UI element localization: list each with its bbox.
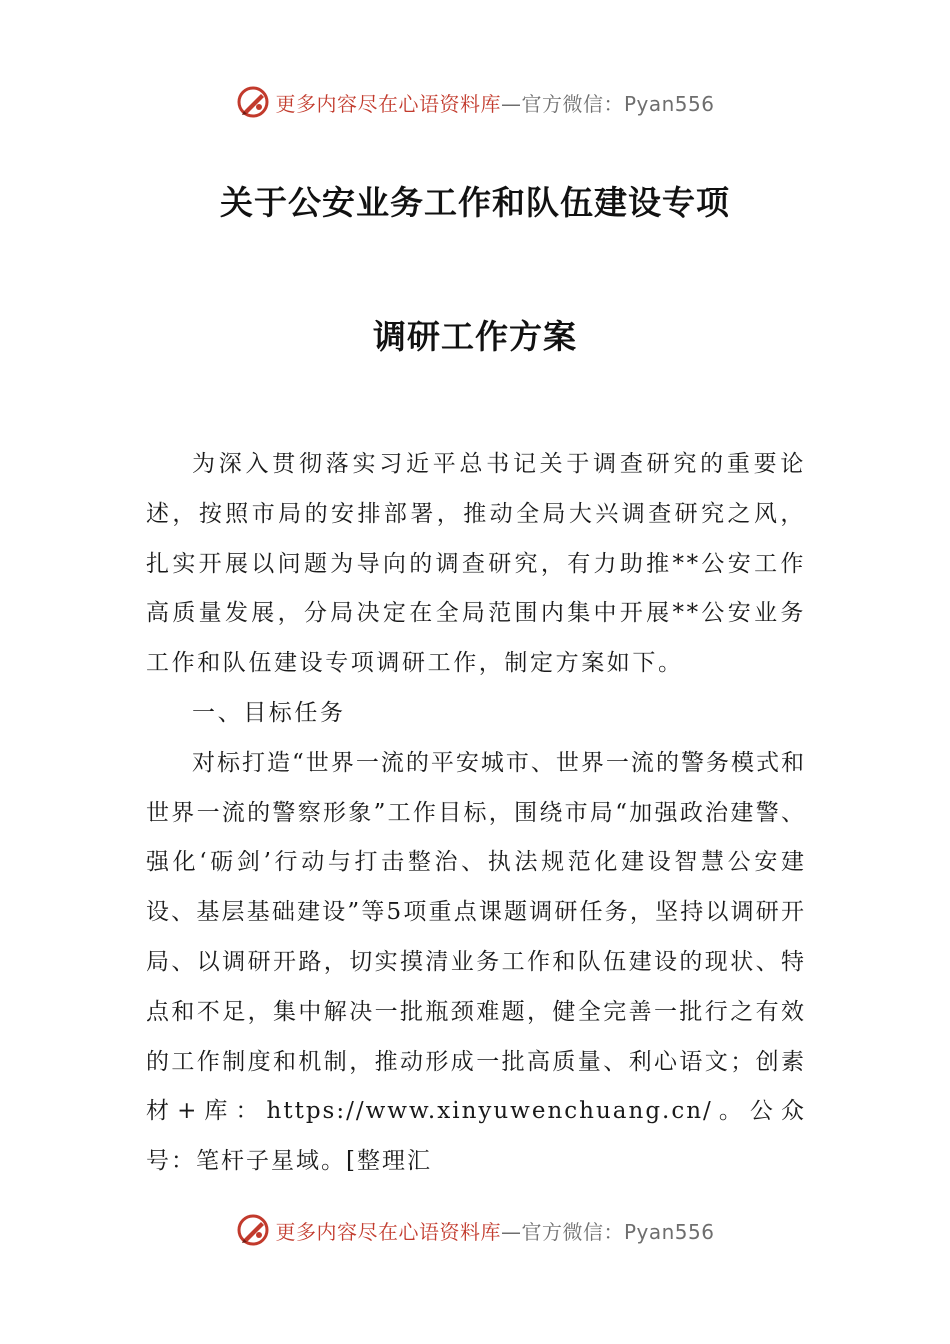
- document-title-line1: 关于公安业务工作和队伍建设专项: [220, 183, 730, 222]
- watermark-sub: —官方微信：Pyan556: [500, 1219, 715, 1244]
- document-body: [146, 440, 806, 1187]
- section-heading-goals: 一、目标任务: [192, 699, 346, 726]
- watermark-text: [275, 1216, 714, 1245]
- watermark-main: 更多内容尽在心语资料库: [275, 1219, 501, 1244]
- watermark-main: 更多内容尽在心语资料库: [275, 91, 501, 116]
- watermark-sub: —官方微信：Pyan556: [500, 91, 715, 116]
- footer-watermark: [0, 1210, 950, 1250]
- body-paragraph-goals: 对标打造“世界一流的平安城市、世界一流的警务模式和世界一流的警察形象”工作目标，围绕市局“加强政治建警、强化‘砺剑’行动与打击整治、执法规范化建设智慧公安建设、基层基础建设”等5项重点课题调研任务，坚持以调研开局、以调研开路，切实摸清业务工作和队伍建设的现状、特点和不足，集中解决一批瓶颈难题，健全完善一批行之有效的工作制度和机制，推动形成一批高质量、利心语文；创素材+库：https://www.xinyuwenchuang.cn/。公众号：笔杆子星域。[整理汇: [146, 749, 806, 1175]
- document-title-line2: 调研工作方案: [373, 317, 577, 356]
- pen-seal-logo-icon: [235, 1212, 271, 1248]
- header-watermark: [0, 82, 950, 122]
- pen-seal-logo-icon: [235, 84, 271, 120]
- body-paragraph-intro: 为深入贯彻落实习近平总书记关于调查研究的重要论述，按照市局的安排部署，推动全局大兴调查研究之风，扎实开展以问题为导向的调查研究，有力助推**公安工作高质量发展，分局决定在全局范围内集中开展**公安业务工作和队伍建设专项调研工作，制定方案如下。: [146, 451, 806, 677]
- watermark-text: [275, 88, 714, 117]
